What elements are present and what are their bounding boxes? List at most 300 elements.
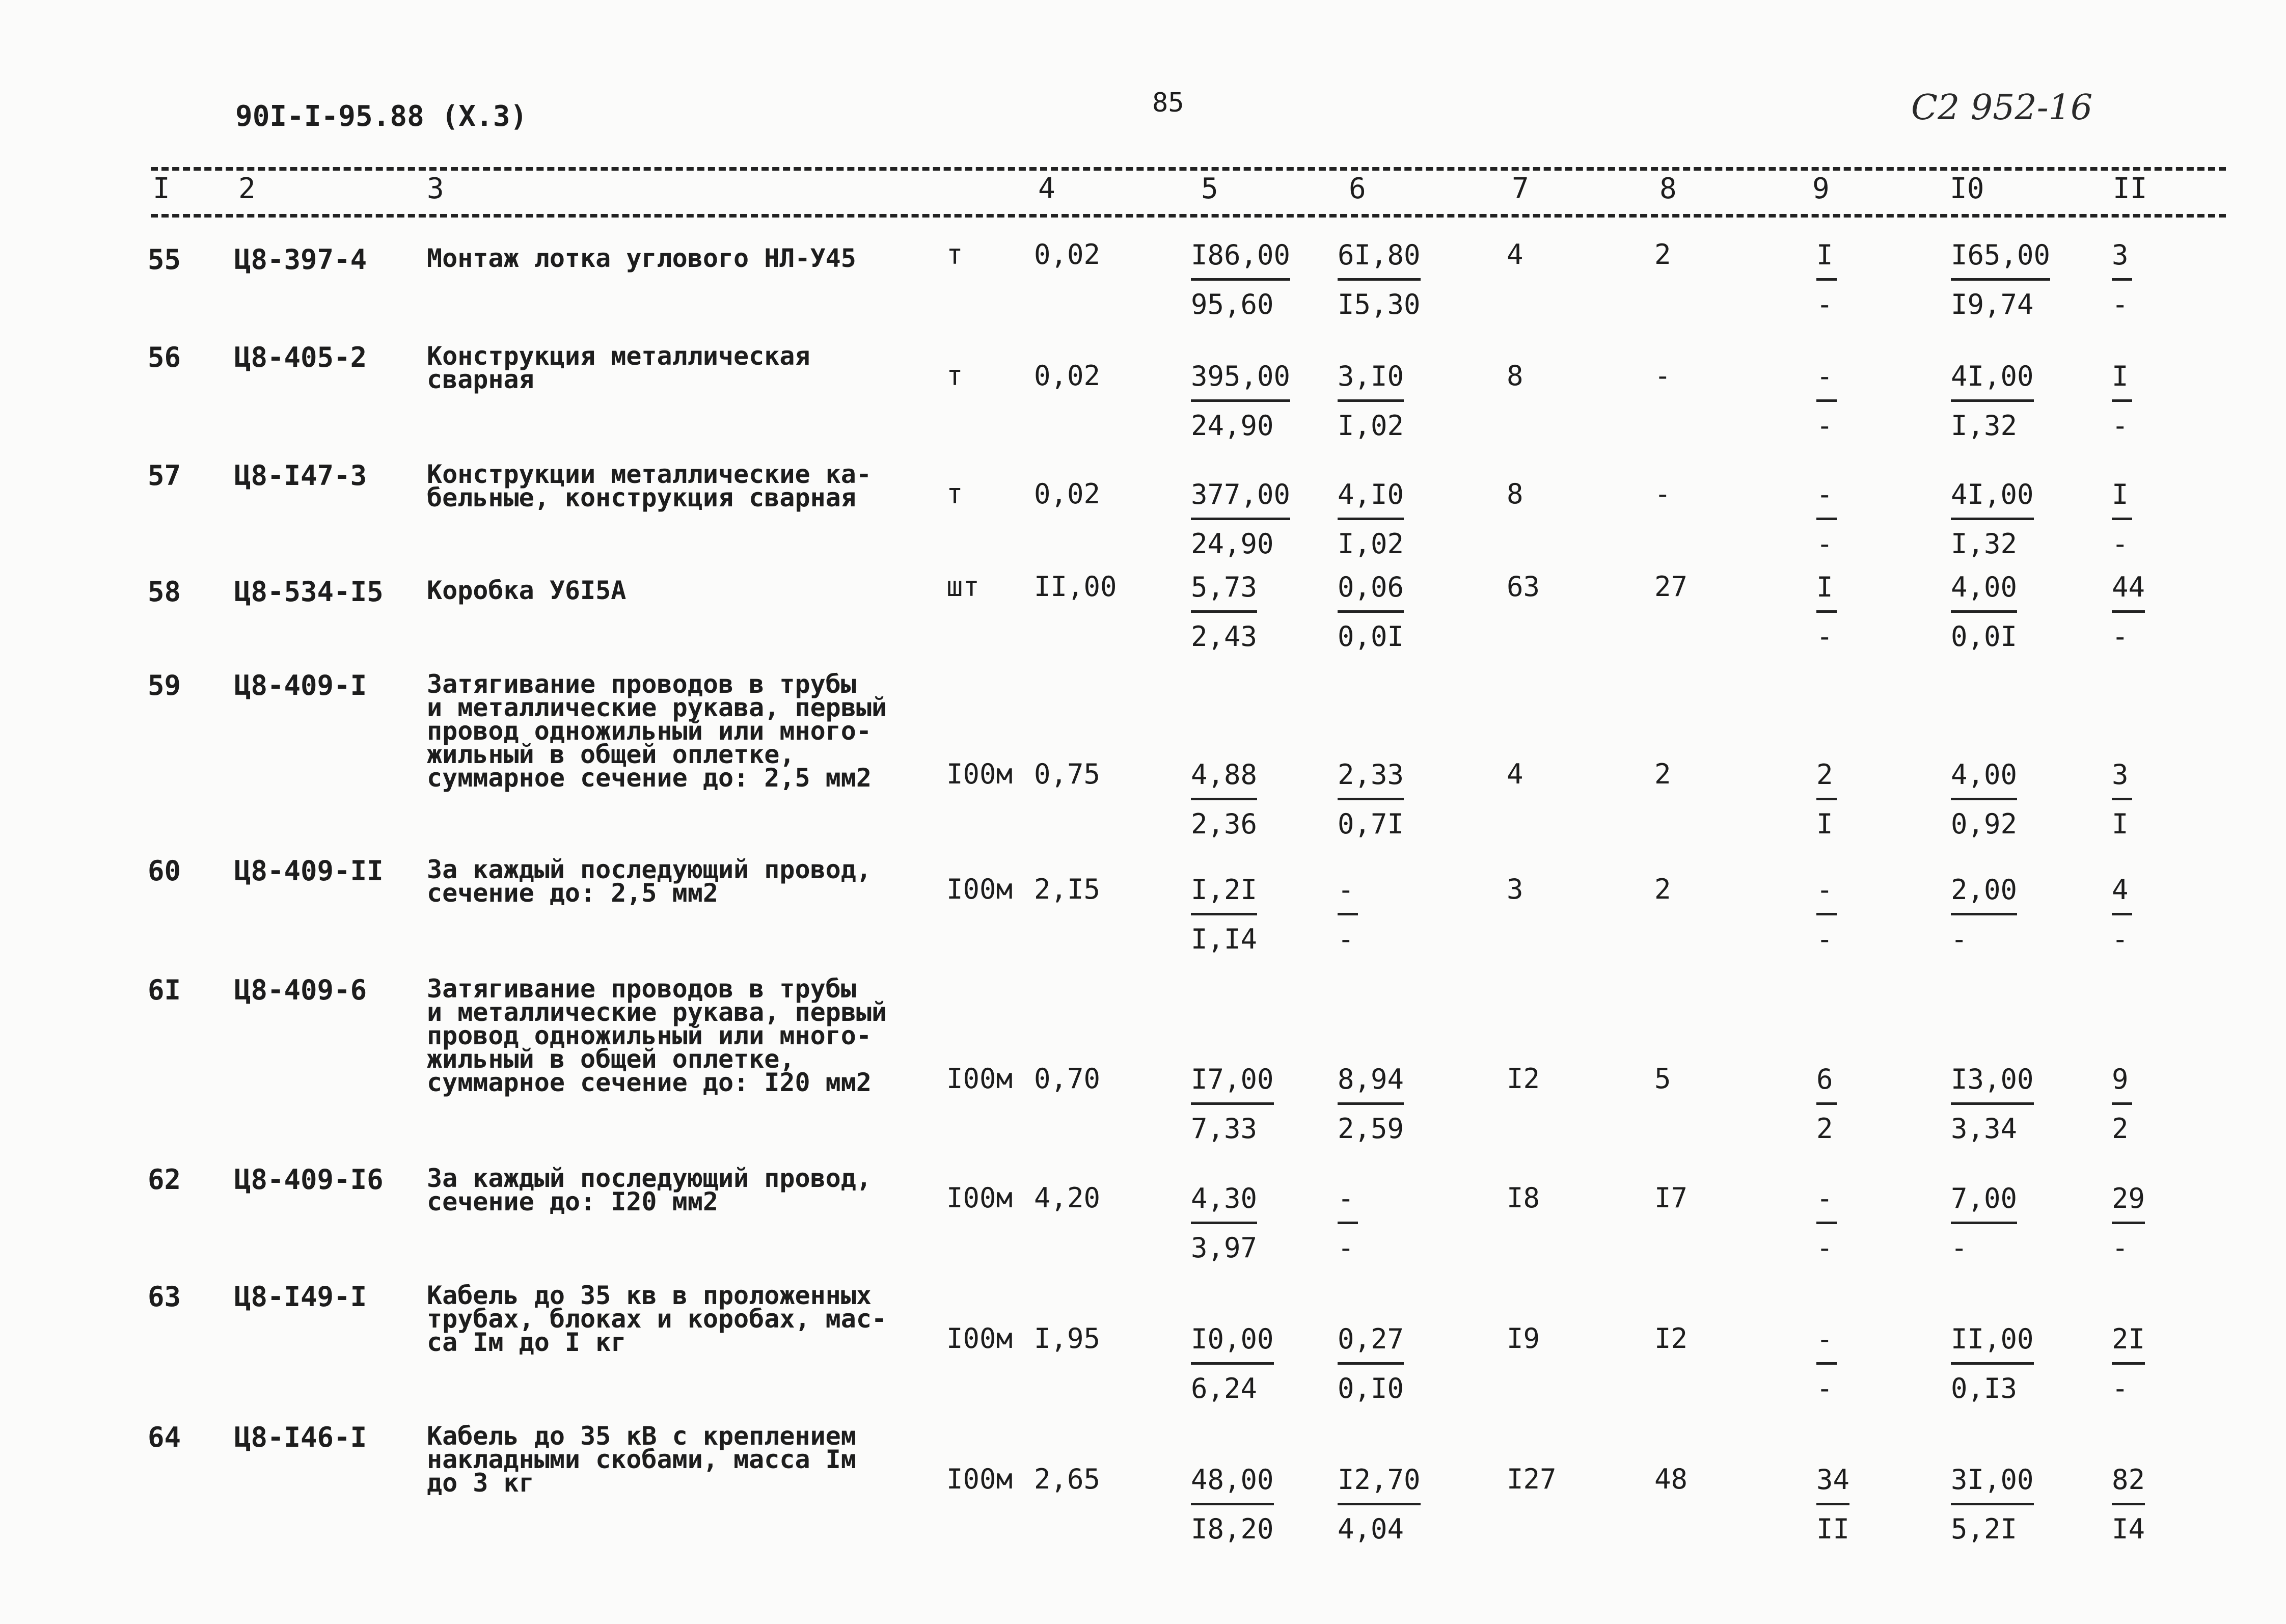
denominator: 7,33 bbox=[1191, 1113, 1258, 1145]
column-7-value: I27 bbox=[1507, 1463, 1557, 1495]
numerator: 377,00 bbox=[1191, 478, 1291, 510]
fraction-bar bbox=[1191, 1503, 1274, 1505]
denominator: I8,20 bbox=[1191, 1513, 1274, 1545]
fraction-c11 bbox=[2112, 478, 2132, 561]
numerator: 9 bbox=[2112, 1063, 2129, 1095]
numerator: I,2I bbox=[1191, 874, 1258, 906]
numerator: 6I,80 bbox=[1338, 239, 1421, 271]
fraction-c6 bbox=[1338, 238, 1421, 321]
unit-of-measure: I00м bbox=[946, 758, 1013, 790]
fraction-bar bbox=[1816, 1503, 1849, 1505]
work-description-line: провод одножильный или много- bbox=[427, 716, 872, 746]
row-number: 57 bbox=[148, 459, 181, 492]
denominator: 0,0I bbox=[1338, 620, 1404, 653]
fraction-c6 bbox=[1338, 758, 1404, 841]
fraction-bar bbox=[1338, 1222, 1358, 1224]
fraction-bar bbox=[1191, 1362, 1274, 1365]
column-8-value: I7 bbox=[1654, 1182, 1688, 1214]
unit-of-measure: I00м bbox=[946, 1463, 1013, 1495]
numerator: 7,00 bbox=[1951, 1182, 2018, 1214]
column-7-value: 63 bbox=[1507, 571, 1540, 603]
numerator: 5,73 bbox=[1191, 571, 1258, 603]
denominator: II bbox=[1816, 1513, 1850, 1545]
row-number: 55 bbox=[148, 243, 181, 276]
denominator: - bbox=[1816, 288, 1833, 320]
fraction-c6 bbox=[1338, 1463, 1421, 1546]
denominator: 0,92 bbox=[1951, 808, 2018, 840]
fraction-bar bbox=[1191, 1102, 1274, 1105]
fraction-bar bbox=[1338, 1503, 1421, 1505]
numerator: I0,00 bbox=[1191, 1323, 1274, 1355]
fraction-bar bbox=[1951, 399, 2034, 402]
fraction-bar bbox=[2112, 278, 2132, 281]
work-description bbox=[427, 243, 856, 273]
numerator: 4,I0 bbox=[1338, 478, 1404, 510]
denominator: 6,24 bbox=[1191, 1372, 1258, 1404]
denominator: 5,2I bbox=[1951, 1513, 2018, 1545]
column-7-value: I9 bbox=[1507, 1322, 1540, 1355]
numerator: 48,00 bbox=[1191, 1464, 1274, 1496]
work-description-line: са Iм до I кг bbox=[427, 1328, 627, 1357]
fraction-c11 bbox=[2112, 1463, 2145, 1546]
fraction-c5 bbox=[1191, 360, 1290, 443]
work-description-line: За каждый последующий провод, bbox=[427, 855, 872, 884]
work-description-line: суммарное сечение до: I20 мм2 bbox=[427, 1068, 872, 1097]
work-description-line: трубах, блоках и коробах, мас- bbox=[427, 1304, 887, 1334]
fraction-c5 bbox=[1191, 1463, 1274, 1546]
denominator: - bbox=[1816, 1372, 1833, 1404]
fraction-bar bbox=[1951, 1222, 2017, 1224]
numerator: 82 bbox=[2112, 1464, 2145, 1496]
numerator: 2 bbox=[1816, 759, 1833, 791]
denominator: - bbox=[1951, 1232, 1968, 1264]
denominator: - bbox=[2112, 288, 2129, 320]
unit-of-measure: т bbox=[946, 478, 963, 510]
column-8-value: 2 bbox=[1654, 758, 1671, 790]
fraction-c11 bbox=[2112, 571, 2145, 654]
fraction-bar bbox=[1816, 798, 1837, 800]
denominator: I bbox=[1816, 808, 1833, 840]
denominator: I,02 bbox=[1338, 410, 1404, 442]
fraction-bar bbox=[1951, 1362, 2034, 1365]
denominator: - bbox=[1816, 1232, 1833, 1264]
column-8-value: 27 bbox=[1654, 571, 1688, 603]
fraction-c5 bbox=[1191, 571, 1257, 654]
fraction-bar bbox=[2112, 518, 2132, 520]
fraction-bar bbox=[1338, 518, 1404, 520]
numerator: 0,06 bbox=[1338, 571, 1404, 603]
work-description-line: Коробка У6I5А bbox=[427, 576, 627, 605]
fraction-bar bbox=[1816, 1222, 1837, 1224]
numerator: 4 bbox=[2112, 874, 2129, 906]
denominator: - bbox=[1816, 410, 1833, 442]
fraction-bar bbox=[1951, 1503, 2034, 1505]
fraction-bar bbox=[1816, 1102, 1837, 1105]
denominator: I bbox=[2112, 808, 2129, 840]
fraction-c5 bbox=[1191, 758, 1257, 841]
column-header-7: 7 bbox=[1512, 172, 1529, 205]
denominator: - bbox=[1951, 923, 1968, 955]
fraction-c5 bbox=[1191, 1182, 1257, 1265]
fraction-bar bbox=[1951, 610, 2017, 613]
column-7-value: 4 bbox=[1507, 758, 1523, 790]
fraction-c11 bbox=[2112, 873, 2132, 956]
rate-code: Ц8-397-4 bbox=[234, 243, 367, 276]
fraction-bar bbox=[2112, 1503, 2145, 1505]
column-header-11: II bbox=[2113, 172, 2147, 205]
denominator: 0,7I bbox=[1338, 808, 1404, 840]
quantity: 0,02 bbox=[1034, 360, 1101, 392]
fraction-bar bbox=[2112, 798, 2132, 800]
column-header-3: 3 bbox=[427, 172, 444, 205]
column-7-value: 3 bbox=[1507, 873, 1523, 905]
column-header-4: 4 bbox=[1038, 172, 1055, 205]
column-8-value: I2 bbox=[1654, 1322, 1688, 1355]
fraction-c5 bbox=[1191, 1322, 1274, 1405]
work-description bbox=[427, 974, 887, 1097]
quantity: 0,02 bbox=[1034, 478, 1101, 510]
numerator: 44 bbox=[2112, 571, 2145, 603]
numerator: 3 bbox=[2112, 239, 2129, 271]
work-description-line: Кабель до 35 кВ с креплением bbox=[427, 1421, 856, 1451]
fraction-c5 bbox=[1191, 478, 1290, 561]
denominator: - bbox=[2112, 528, 2129, 560]
work-description bbox=[427, 459, 872, 512]
numerator: I3,00 bbox=[1951, 1063, 2034, 1095]
denominator: - bbox=[1816, 528, 1833, 560]
fraction-bar bbox=[1338, 610, 1404, 613]
work-description-line: суммарное сечение до: 2,5 мм2 bbox=[427, 763, 872, 793]
fraction-c11 bbox=[2112, 360, 2132, 443]
rate-code: Ц8-409-I6 bbox=[234, 1163, 384, 1196]
numerator: - bbox=[1816, 478, 1833, 510]
quantity: 0,70 bbox=[1034, 1063, 1101, 1095]
rate-code: Ц8-409-6 bbox=[234, 974, 367, 1006]
work-description-line: Затягивание проводов в трубы bbox=[427, 974, 856, 1004]
work-description-line: сечение до: I20 мм2 bbox=[427, 1187, 718, 1216]
denominator: 3,97 bbox=[1191, 1232, 1258, 1264]
document-code: 90I-I-95.88 (X.3) bbox=[235, 100, 528, 133]
numerator: 3,I0 bbox=[1338, 360, 1404, 392]
numerator: II,00 bbox=[1951, 1323, 2034, 1355]
fraction-c11 bbox=[2112, 1322, 2145, 1405]
numerator: 0,27 bbox=[1338, 1323, 1404, 1355]
fraction-c11 bbox=[2112, 758, 2132, 841]
fraction-c10 bbox=[1951, 1182, 2017, 1265]
fraction-c10 bbox=[1951, 1463, 2034, 1546]
fraction-c10 bbox=[1951, 1322, 2034, 1405]
denominator: 2,43 bbox=[1191, 620, 1258, 653]
numerator: I bbox=[2112, 360, 2129, 392]
work-description bbox=[427, 576, 627, 605]
unit-of-measure: т bbox=[946, 238, 963, 270]
numerator: 34 bbox=[1816, 1464, 1850, 1496]
handwritten-stamp: С2 952-16 bbox=[1911, 88, 2093, 128]
numerator: 4,00 bbox=[1951, 759, 2018, 791]
fraction-c5 bbox=[1191, 873, 1257, 956]
numerator: - bbox=[1816, 360, 1833, 392]
fraction-bar bbox=[1951, 518, 2034, 520]
work-description bbox=[427, 1421, 856, 1498]
unit-of-measure: I00м bbox=[946, 1063, 1013, 1095]
unit-of-measure: I00м bbox=[946, 1322, 1013, 1355]
column-header-1: I bbox=[153, 172, 170, 205]
numerator: 4I,00 bbox=[1951, 360, 2034, 392]
fraction-c11 bbox=[2112, 238, 2132, 321]
fraction-bar bbox=[1191, 610, 1257, 613]
numerator: I65,00 bbox=[1951, 239, 2051, 271]
fraction-bar bbox=[2112, 1362, 2145, 1365]
denominator: 4,04 bbox=[1338, 1513, 1404, 1545]
fraction-bar bbox=[2112, 610, 2145, 613]
fraction-c10 bbox=[1951, 1063, 2034, 1146]
row-number: 58 bbox=[148, 576, 181, 608]
column-header-5: 5 bbox=[1201, 172, 1218, 205]
quantity: I,95 bbox=[1034, 1322, 1101, 1355]
numerator: 8,94 bbox=[1338, 1063, 1404, 1095]
row-number: 60 bbox=[148, 855, 181, 887]
fraction-bar bbox=[1191, 913, 1257, 915]
denominator: I4 bbox=[2112, 1513, 2145, 1545]
row-number: 6I bbox=[148, 974, 181, 1006]
numerator: 29 bbox=[2112, 1182, 2145, 1214]
denominator: 24,90 bbox=[1191, 528, 1274, 560]
unit-of-measure: I00м bbox=[946, 1182, 1013, 1214]
numerator: 4,88 bbox=[1191, 759, 1258, 791]
fraction-bar bbox=[1191, 399, 1290, 402]
fraction-c10 bbox=[1951, 873, 2017, 956]
fraction-c9 bbox=[1816, 1322, 1837, 1405]
work-description-line: и металлические рукава, первый bbox=[427, 997, 887, 1027]
denominator: - bbox=[1816, 620, 1833, 653]
numerator: I bbox=[2112, 478, 2129, 510]
work-description-line: жильный в общей оплетке, bbox=[427, 740, 795, 769]
quantity: 0,75 bbox=[1034, 758, 1101, 790]
work-description-line: провод одножильный или много- bbox=[427, 1021, 872, 1050]
quantity: 2,I5 bbox=[1034, 873, 1101, 905]
fraction-c11 bbox=[2112, 1063, 2132, 1146]
fraction-c9 bbox=[1816, 873, 1837, 956]
page-number: 85 bbox=[1152, 88, 1184, 118]
denominator: - bbox=[2112, 620, 2129, 653]
column-header-2: 2 bbox=[238, 172, 256, 205]
denominator: 0,0I bbox=[1951, 620, 2018, 653]
fraction-c6 bbox=[1338, 571, 1404, 654]
numerator: - bbox=[1816, 1182, 1833, 1214]
column-7-value: I8 bbox=[1507, 1182, 1540, 1214]
work-description-line: Конструкции металлические ка- bbox=[427, 459, 872, 489]
work-description bbox=[427, 1163, 872, 1216]
numerator: - bbox=[1816, 1323, 1833, 1355]
fraction-c9 bbox=[1816, 238, 1837, 321]
fraction-c5 bbox=[1191, 1063, 1274, 1146]
fraction-bar bbox=[1816, 278, 1837, 281]
column-7-value: 8 bbox=[1507, 478, 1523, 510]
numerator: I86,00 bbox=[1191, 239, 1291, 271]
denominator: I,32 bbox=[1951, 410, 2018, 442]
denominator: 0,I0 bbox=[1338, 1372, 1404, 1404]
fraction-bar bbox=[1816, 1362, 1837, 1365]
work-description-line: Конструкция металлическая bbox=[427, 341, 810, 371]
fraction-c6 bbox=[1338, 1322, 1404, 1405]
fraction-c6 bbox=[1338, 1182, 1358, 1265]
quantity: 2,65 bbox=[1034, 1463, 1101, 1495]
denominator: - bbox=[1338, 1232, 1354, 1264]
fraction-bar bbox=[1191, 798, 1257, 800]
numerator: - bbox=[1338, 1182, 1354, 1214]
row-number: 56 bbox=[148, 341, 181, 373]
denominator: 95,60 bbox=[1191, 288, 1274, 320]
fraction-bar bbox=[1951, 1102, 2034, 1105]
work-description-line: до 3 кг bbox=[427, 1468, 534, 1498]
numerator: 2,00 bbox=[1951, 874, 2018, 906]
fraction-c6 bbox=[1338, 360, 1404, 443]
fraction-c9 bbox=[1816, 360, 1837, 443]
row-number: 62 bbox=[148, 1163, 181, 1196]
numerator: I7,00 bbox=[1191, 1063, 1274, 1095]
denominator: I,I4 bbox=[1191, 923, 1258, 955]
work-description-line: Монтаж лотка углового НЛ-У45 bbox=[427, 243, 856, 273]
unit-of-measure: т bbox=[946, 360, 963, 392]
work-description-line: сечение до: 2,5 мм2 bbox=[427, 878, 718, 908]
denominator: 2,59 bbox=[1338, 1113, 1404, 1145]
column-8-value: 2 bbox=[1654, 238, 1671, 270]
denominator: I9,74 bbox=[1951, 288, 2034, 320]
column-8-value: - bbox=[1654, 478, 1671, 510]
numerator: I bbox=[1816, 571, 1833, 603]
rate-code: Ц8-409-II bbox=[234, 855, 384, 887]
fraction-c10 bbox=[1951, 360, 2034, 443]
work-description-line: За каждый последующий провод, bbox=[427, 1163, 872, 1193]
rate-code: Ц8-409-I bbox=[234, 669, 367, 701]
denominator: 2 bbox=[1816, 1113, 1833, 1145]
fraction-c9 bbox=[1816, 1063, 1837, 1146]
fraction-bar bbox=[1338, 1102, 1404, 1105]
numerator: 2I bbox=[2112, 1323, 2145, 1355]
fraction-bar bbox=[1816, 913, 1837, 915]
rate-code: Ц8-534-I5 bbox=[234, 576, 384, 608]
fraction-bar bbox=[1191, 278, 1290, 281]
column-7-value: 8 bbox=[1507, 360, 1523, 392]
work-description-line: жильный в общей оплетке, bbox=[427, 1044, 795, 1074]
fraction-c9 bbox=[1816, 1182, 1837, 1265]
fraction-c10 bbox=[1951, 238, 2050, 321]
column-header-9: 9 bbox=[1812, 172, 1830, 205]
denominator: 2 bbox=[2112, 1113, 2129, 1145]
denominator: 0,I3 bbox=[1951, 1372, 2018, 1404]
numerator: 3I,00 bbox=[1951, 1464, 2034, 1496]
fraction-c6 bbox=[1338, 1063, 1404, 1146]
denominator: - bbox=[2112, 1232, 2129, 1264]
numerator: 2,33 bbox=[1338, 759, 1404, 791]
denominator: I,32 bbox=[1951, 528, 2018, 560]
denominator: 3,34 bbox=[1951, 1113, 2018, 1145]
unit-of-measure: шт bbox=[946, 571, 980, 603]
column-7-value: 4 bbox=[1507, 238, 1523, 270]
fraction-bar bbox=[1338, 913, 1358, 915]
fraction-bar bbox=[1338, 278, 1421, 281]
work-description-line: Затягивание проводов в трубы bbox=[427, 669, 856, 699]
numerator: 4,30 bbox=[1191, 1182, 1258, 1214]
rate-code: Ц8-405-2 bbox=[234, 341, 367, 373]
denominator: - bbox=[2112, 410, 2129, 442]
column-header-10: I0 bbox=[1950, 172, 1984, 205]
fraction-c11 bbox=[2112, 1182, 2145, 1265]
denominator: - bbox=[1816, 923, 1833, 955]
fraction-bar bbox=[2112, 399, 2132, 402]
fraction-bar bbox=[1191, 518, 1290, 520]
work-description bbox=[427, 669, 887, 793]
column-8-value: - bbox=[1654, 360, 1671, 392]
column-header-6: 6 bbox=[1349, 172, 1366, 205]
column-8-value: 2 bbox=[1654, 873, 1671, 905]
fraction-bar bbox=[1816, 610, 1837, 613]
column-7-value: I2 bbox=[1507, 1063, 1540, 1095]
fraction-bar bbox=[1816, 399, 1837, 402]
header-bottom-dashed-line bbox=[151, 214, 2226, 218]
quantity: II,00 bbox=[1034, 571, 1117, 603]
work-description-line: и металлические рукава, первый bbox=[427, 693, 887, 722]
row-number: 63 bbox=[148, 1281, 181, 1313]
work-description bbox=[427, 1281, 887, 1357]
row-number: 64 bbox=[148, 1421, 181, 1453]
fraction-c9 bbox=[1816, 1463, 1849, 1546]
denominator: - bbox=[2112, 923, 2129, 955]
numerator: - bbox=[1816, 874, 1833, 906]
work-description bbox=[427, 341, 810, 394]
rate-code: Ц8-I46-I bbox=[234, 1421, 367, 1453]
numerator: I bbox=[1816, 239, 1833, 271]
rate-code: Ц8-I49-I bbox=[234, 1281, 367, 1313]
fraction-c10 bbox=[1951, 758, 2017, 841]
work-description-line: накладными скобами, масса Iм bbox=[427, 1445, 856, 1474]
column-8-value: 48 bbox=[1654, 1463, 1688, 1495]
fraction-bar bbox=[2112, 1222, 2145, 1224]
denominator: 2,36 bbox=[1191, 808, 1258, 840]
fraction-c6 bbox=[1338, 478, 1404, 561]
denominator: I,02 bbox=[1338, 528, 1404, 560]
numerator: 3 bbox=[2112, 759, 2129, 791]
numerator: - bbox=[1338, 874, 1354, 906]
fraction-bar bbox=[1951, 913, 2017, 915]
row-number: 59 bbox=[148, 669, 181, 701]
denominator: - bbox=[2112, 1372, 2129, 1404]
fraction-bar bbox=[1338, 1362, 1404, 1365]
numerator: 6 bbox=[1816, 1063, 1833, 1095]
work-description-line: Кабель до 35 кв в проложенных bbox=[427, 1281, 872, 1310]
denominator: 24,90 bbox=[1191, 410, 1274, 442]
fraction-c9 bbox=[1816, 478, 1837, 561]
work-description-line: бельные, конструкция сварная bbox=[427, 483, 856, 512]
fraction-bar bbox=[1191, 1222, 1257, 1224]
fraction-c6 bbox=[1338, 873, 1358, 956]
fraction-c5 bbox=[1191, 238, 1290, 321]
fraction-c10 bbox=[1951, 571, 2017, 654]
numerator: 4I,00 bbox=[1951, 478, 2034, 510]
fraction-bar bbox=[1951, 798, 2017, 800]
denominator: - bbox=[1338, 923, 1354, 955]
fraction-bar bbox=[1816, 518, 1837, 520]
rate-code: Ц8-I47-3 bbox=[234, 459, 367, 492]
fraction-bar bbox=[1951, 278, 2050, 281]
numerator: 4,00 bbox=[1951, 571, 2018, 603]
fraction-bar bbox=[1338, 798, 1404, 800]
fraction-bar bbox=[2112, 1102, 2132, 1105]
column-8-value: 5 bbox=[1654, 1063, 1671, 1095]
fraction-c9 bbox=[1816, 758, 1837, 841]
fraction-bar bbox=[1338, 399, 1404, 402]
fraction-bar bbox=[2112, 913, 2132, 915]
